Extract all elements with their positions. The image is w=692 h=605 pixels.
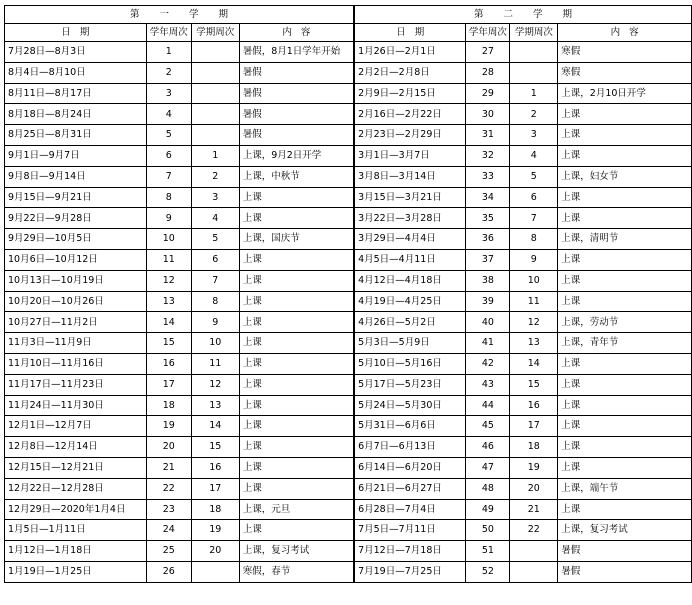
sem1-term-week-cell: 14 <box>191 416 239 437</box>
sem1-term-week-cell: 13 <box>191 395 239 416</box>
sem1-content-cell: 上课 <box>239 353 354 374</box>
sem1-date-cell: 12月8日—12月14日 <box>5 437 147 458</box>
sem2-date-cell: 3月1日—3月7日 <box>354 145 466 166</box>
sem2-term-week-cell: 19 <box>510 457 558 478</box>
sem1-date-cell: 1月19日—1月25日 <box>5 561 147 582</box>
sem2-term-week-cell: 15 <box>510 374 558 395</box>
sem2-date-cell: 3月15日—3月21日 <box>354 187 466 208</box>
sem1-term-week-cell <box>191 561 239 582</box>
sem2-year-week-cell: 52 <box>466 561 510 582</box>
sem2-term-week-cell: 16 <box>510 395 558 416</box>
table-row <box>5 478 692 499</box>
sem2-content-cell: 上课，青年节 <box>558 333 692 354</box>
sem1-year-week-cell: 19 <box>146 416 191 437</box>
sem2-term-week-cell <box>510 561 558 582</box>
sem2-date-cell: 4月5日—4月11日 <box>354 249 466 270</box>
sem1-year-week-cell: 2 <box>146 62 191 83</box>
sem1-term-week-cell: 20 <box>191 541 239 562</box>
sem2-content-cell: 上课 <box>558 104 692 125</box>
sem2-year-week-cell: 48 <box>466 478 510 499</box>
sem1-year-week-cell: 15 <box>146 333 191 354</box>
sem2-year-week-cell: 49 <box>466 499 510 520</box>
sem1-term-week-cell: 10 <box>191 333 239 354</box>
sem2-year-week-cell: 40 <box>466 312 510 333</box>
sem2-content-cell: 上课，清明节 <box>558 229 692 250</box>
sem1-date-cell: 10月13日—10月19日 <box>5 270 147 291</box>
sem1-content-cell: 上课，中秋节 <box>239 166 354 187</box>
sem1-content-cell: 上课 <box>239 208 354 229</box>
sem1-content-cell: 暑假 <box>239 83 354 104</box>
sem2-content-cell: 上课 <box>558 249 692 270</box>
sem2-date-cell: 2月2日—2月8日 <box>354 62 466 83</box>
sem1-date-cell: 11月17日—11月23日 <box>5 374 147 395</box>
table-row <box>5 333 692 354</box>
sem1-content-cell: 上课 <box>239 312 354 333</box>
sem2-term-week-cell: 8 <box>510 229 558 250</box>
sem2-date-cell: 6月7日—6月13日 <box>354 437 466 458</box>
sem2-content-cell: 上课 <box>558 187 692 208</box>
table-row <box>5 125 692 146</box>
sem2-year-week-cell: 47 <box>466 457 510 478</box>
sem1-content-cell: 暑假 <box>239 104 354 125</box>
sem1-date-header: 日期 <box>5 24 147 42</box>
table-row <box>5 62 692 83</box>
sem2-content-cell: 上课 <box>558 208 692 229</box>
sem2-date-cell: 3月22日—3月28日 <box>354 208 466 229</box>
sem1-term-week-cell: 6 <box>191 249 239 270</box>
table-row <box>5 229 692 250</box>
sem1-date-cell: 9月1日—9月7日 <box>5 145 147 166</box>
sem2-year-week-cell: 28 <box>466 62 510 83</box>
sem2-term-week-cell: 14 <box>510 353 558 374</box>
table-row <box>5 395 692 416</box>
sem1-content-cell: 上课 <box>239 270 354 291</box>
table-row <box>5 291 692 312</box>
sem1-year-week-cell: 21 <box>146 457 191 478</box>
sem2-date-cell: 3月8日—3月14日 <box>354 166 466 187</box>
sem1-year-week-cell: 20 <box>146 437 191 458</box>
sem1-date-cell: 12月15日—12月21日 <box>5 457 147 478</box>
sem1-term-week-cell: 16 <box>191 457 239 478</box>
sem1-content-cell: 暑假 <box>239 125 354 146</box>
sem2-year-week-cell: 27 <box>466 42 510 63</box>
sem2-date-cell: 7月12日—7月18日 <box>354 541 466 562</box>
sem2-content-cell: 上课 <box>558 270 692 291</box>
sem2-content-cell: 上课 <box>558 437 692 458</box>
sem2-content-cell: 上课 <box>558 353 692 374</box>
sem2-term-week-cell: 4 <box>510 145 558 166</box>
sem1-content-cell: 上课，国庆节 <box>239 229 354 250</box>
sem1-year-week-cell: 24 <box>146 520 191 541</box>
sem1-content-cell: 上课 <box>239 520 354 541</box>
sem2-date-cell: 5月10日—5月16日 <box>354 353 466 374</box>
sem2-year-week-header: 学年周次 <box>466 24 510 42</box>
table-row <box>5 541 692 562</box>
sem1-term-week-cell: 1 <box>191 145 239 166</box>
sem1-term-week-cell: 2 <box>191 166 239 187</box>
sem2-year-week-cell: 35 <box>466 208 510 229</box>
sem2-content-cell: 上课 <box>558 457 692 478</box>
sem2-year-week-cell: 51 <box>466 541 510 562</box>
sem1-term-week-cell <box>191 104 239 125</box>
sem1-content-cell: 上课 <box>239 374 354 395</box>
sem1-content-cell: 上课 <box>239 478 354 499</box>
sem1-date-cell: 9月15日—9月21日 <box>5 187 147 208</box>
table-row <box>5 145 692 166</box>
sem1-date-cell: 7月28日—8月3日 <box>5 42 147 63</box>
sem2-date-cell: 6月21日—6月27日 <box>354 478 466 499</box>
sem2-date-cell: 5月31日—6月6日 <box>354 416 466 437</box>
sem1-content-cell: 上课，9月2日开学 <box>239 145 354 166</box>
sem2-year-week-cell: 38 <box>466 270 510 291</box>
sem1-year-week-header: 学年周次 <box>146 24 191 42</box>
sem2-content-cell: 暑假 <box>558 541 692 562</box>
sem2-date-cell: 2月16日—2月22日 <box>354 104 466 125</box>
sem1-date-cell: 12月1日—12月7日 <box>5 416 147 437</box>
sem1-year-week-cell: 1 <box>146 42 191 63</box>
sem1-content-cell: 上课，元旦 <box>239 499 354 520</box>
sem2-term-week-cell: 5 <box>510 166 558 187</box>
sem2-year-week-cell: 42 <box>466 353 510 374</box>
sem2-year-week-cell: 39 <box>466 291 510 312</box>
sem2-term-week-cell: 9 <box>510 249 558 270</box>
table-row <box>5 416 692 437</box>
sem1-year-week-cell: 6 <box>146 145 191 166</box>
sem2-date-cell: 5月24日—5月30日 <box>354 395 466 416</box>
semester-title-row <box>5 6 692 24</box>
sem2-term-week-cell: 21 <box>510 499 558 520</box>
sem1-year-week-cell: 18 <box>146 395 191 416</box>
sem2-date-cell: 4月12日—4月18日 <box>354 270 466 291</box>
table-row <box>5 353 692 374</box>
sem2-content-cell: 上课，劳动节 <box>558 312 692 333</box>
sem2-content-cell: 上课，妇女节 <box>558 166 692 187</box>
sem2-content-header: 内容 <box>558 24 692 42</box>
sem2-term-week-cell: 1 <box>510 83 558 104</box>
sem2-date-cell: 7月19日—7月25日 <box>354 561 466 582</box>
sem2-date-cell: 5月3日—5月9日 <box>354 333 466 354</box>
sem2-year-week-cell: 29 <box>466 83 510 104</box>
semester-1-title: 第一学期 <box>5 6 355 24</box>
sem2-year-week-cell: 37 <box>466 249 510 270</box>
table-row <box>5 270 692 291</box>
sem2-content-cell: 上课 <box>558 395 692 416</box>
table-row <box>5 457 692 478</box>
sem2-content-cell: 寒假 <box>558 42 692 63</box>
table-row <box>5 187 692 208</box>
sem2-content-cell: 上课 <box>558 374 692 395</box>
sem2-term-week-cell <box>510 541 558 562</box>
sem2-term-week-cell: 10 <box>510 270 558 291</box>
sem1-year-week-cell: 25 <box>146 541 191 562</box>
sem2-term-week-cell <box>510 62 558 83</box>
sem2-term-week-cell: 13 <box>510 333 558 354</box>
sem2-year-week-cell: 43 <box>466 374 510 395</box>
sem1-year-week-cell: 23 <box>146 499 191 520</box>
table-row <box>5 437 692 458</box>
sem1-year-week-cell: 7 <box>146 166 191 187</box>
sem1-date-cell: 8月18日—8月24日 <box>5 104 147 125</box>
sem2-term-week-cell: 3 <box>510 125 558 146</box>
sem1-term-week-cell: 18 <box>191 499 239 520</box>
sem1-date-cell: 8月25日—8月31日 <box>5 125 147 146</box>
sem2-date-cell: 1月26日—2月1日 <box>354 42 466 63</box>
sem2-content-cell: 上课 <box>558 291 692 312</box>
sem2-content-cell: 上课 <box>558 416 692 437</box>
sem1-content-cell: 上课，复习考试 <box>239 541 354 562</box>
table-row <box>5 208 692 229</box>
sem1-date-cell: 9月8日—9月14日 <box>5 166 147 187</box>
sem2-date-cell: 4月26日—5月2日 <box>354 312 466 333</box>
sem2-date-cell: 2月23日—2月29日 <box>354 125 466 146</box>
sem1-year-week-cell: 10 <box>146 229 191 250</box>
sem1-content-cell: 上课 <box>239 187 354 208</box>
sem2-content-cell: 寒假 <box>558 62 692 83</box>
sem1-date-cell: 10月27日—11月2日 <box>5 312 147 333</box>
sem1-term-week-cell: 11 <box>191 353 239 374</box>
sem2-content-cell: 暑假 <box>558 561 692 582</box>
sem1-date-cell: 12月22日—12月28日 <box>5 478 147 499</box>
sem1-date-cell: 8月4日—8月10日 <box>5 62 147 83</box>
sem1-content-cell: 上课 <box>239 333 354 354</box>
sem1-content-cell: 暑假 <box>239 62 354 83</box>
sem1-content-cell: 寒假，春节 <box>239 561 354 582</box>
sem1-content-cell: 上课 <box>239 395 354 416</box>
sem1-term-week-cell: 7 <box>191 270 239 291</box>
table-row <box>5 374 692 395</box>
sem2-year-week-cell: 50 <box>466 520 510 541</box>
sem2-date-header: 日期 <box>354 24 466 42</box>
sem1-date-cell: 11月10日—11月16日 <box>5 353 147 374</box>
sem2-term-week-cell <box>510 42 558 63</box>
sem1-year-week-cell: 17 <box>146 374 191 395</box>
sem2-date-cell: 6月14日—6月20日 <box>354 457 466 478</box>
table-row <box>5 520 692 541</box>
sem2-date-cell: 7月5日—7月11日 <box>354 520 466 541</box>
table-row <box>5 312 692 333</box>
sem1-year-week-cell: 9 <box>146 208 191 229</box>
table-row <box>5 249 692 270</box>
sem1-content-cell: 上课 <box>239 291 354 312</box>
sem2-term-week-cell: 2 <box>510 104 558 125</box>
sem1-year-week-cell: 5 <box>146 125 191 146</box>
school-calendar-table <box>4 5 692 583</box>
column-header-row <box>5 24 692 42</box>
sem2-term-week-cell: 18 <box>510 437 558 458</box>
sem1-content-cell: 上课 <box>239 457 354 478</box>
sem1-year-week-cell: 3 <box>146 83 191 104</box>
sem2-year-week-cell: 30 <box>466 104 510 125</box>
sem2-year-week-cell: 44 <box>466 395 510 416</box>
sem1-term-week-cell: 8 <box>191 291 239 312</box>
sem1-term-week-cell: 5 <box>191 229 239 250</box>
sem2-term-week-cell: 20 <box>510 478 558 499</box>
sem1-term-week-cell <box>191 83 239 104</box>
table-row <box>5 499 692 520</box>
sem1-term-week-cell <box>191 42 239 63</box>
sem1-term-week-cell: 17 <box>191 478 239 499</box>
sem1-year-week-cell: 8 <box>146 187 191 208</box>
sem1-term-week-cell <box>191 125 239 146</box>
sem2-content-cell: 上课，复习考试 <box>558 520 692 541</box>
sem2-date-cell: 2月9日—2月15日 <box>354 83 466 104</box>
sem2-content-cell: 上课，端午节 <box>558 478 692 499</box>
sem1-term-week-cell: 4 <box>191 208 239 229</box>
sem1-content-cell: 上课 <box>239 416 354 437</box>
sem1-year-week-cell: 16 <box>146 353 191 374</box>
sem1-year-week-cell: 12 <box>146 270 191 291</box>
sem1-year-week-cell: 22 <box>146 478 191 499</box>
sem1-term-week-header: 学期周次 <box>191 24 239 42</box>
sem1-year-week-cell: 11 <box>146 249 191 270</box>
sem1-term-week-cell: 9 <box>191 312 239 333</box>
sem1-date-cell: 11月24日—11月30日 <box>5 395 147 416</box>
sem2-year-week-cell: 46 <box>466 437 510 458</box>
sem2-term-week-header: 学期周次 <box>510 24 558 42</box>
sem2-year-week-cell: 31 <box>466 125 510 146</box>
sem1-date-cell: 9月29日—10月5日 <box>5 229 147 250</box>
sem2-year-week-cell: 34 <box>466 187 510 208</box>
sem2-term-week-cell: 7 <box>510 208 558 229</box>
sem1-term-week-cell: 15 <box>191 437 239 458</box>
sem2-year-week-cell: 32 <box>466 145 510 166</box>
sem2-content-cell: 上课 <box>558 499 692 520</box>
sem1-year-week-cell: 13 <box>146 291 191 312</box>
sem2-year-week-cell: 33 <box>466 166 510 187</box>
sem1-year-week-cell: 14 <box>146 312 191 333</box>
sem1-term-week-cell <box>191 62 239 83</box>
sem2-term-week-cell: 6 <box>510 187 558 208</box>
sem1-content-cell: 暑假，8月1日学年开始 <box>239 42 354 63</box>
sem1-content-cell: 上课 <box>239 249 354 270</box>
sem1-content-cell: 上课 <box>239 437 354 458</box>
sem1-term-week-cell: 12 <box>191 374 239 395</box>
sem1-date-cell: 1月12日—1月18日 <box>5 541 147 562</box>
sem1-date-cell: 1月5日—1月11日 <box>5 520 147 541</box>
sem1-year-week-cell: 4 <box>146 104 191 125</box>
sem2-year-week-cell: 36 <box>466 229 510 250</box>
sem1-date-cell: 9月22日—9月28日 <box>5 208 147 229</box>
sem2-term-week-cell: 22 <box>510 520 558 541</box>
sem1-date-cell: 8月11日—8月17日 <box>5 83 147 104</box>
sem1-date-cell: 10月6日—10月12日 <box>5 249 147 270</box>
table-row <box>5 166 692 187</box>
sem1-date-cell: 10月20日—10月26日 <box>5 291 147 312</box>
table-row <box>5 104 692 125</box>
sem1-term-week-cell: 19 <box>191 520 239 541</box>
sem2-term-week-cell: 12 <box>510 312 558 333</box>
sem2-date-cell: 6月28日—7月4日 <box>354 499 466 520</box>
sem2-content-cell: 上课 <box>558 125 692 146</box>
sem1-date-cell: 11月3日—11月9日 <box>5 333 147 354</box>
sem2-date-cell: 5月17日—5月23日 <box>354 374 466 395</box>
calendar-body <box>5 42 692 583</box>
sem2-term-week-cell: 17 <box>510 416 558 437</box>
sem1-content-header: 内容 <box>239 24 354 42</box>
sem1-year-week-cell: 26 <box>146 561 191 582</box>
sem2-term-week-cell: 11 <box>510 291 558 312</box>
sem2-date-cell: 4月19日—4月25日 <box>354 291 466 312</box>
table-row <box>5 42 692 63</box>
table-row <box>5 561 692 582</box>
sem2-date-cell: 3月29日—4月4日 <box>354 229 466 250</box>
semester-2-title: 第二学期 <box>354 6 691 24</box>
sem2-year-week-cell: 41 <box>466 333 510 354</box>
sem1-date-cell: 12月29日—2020年1月4日 <box>5 499 147 520</box>
sem1-term-week-cell: 3 <box>191 187 239 208</box>
table-row <box>5 83 692 104</box>
sem2-content-cell: 上课 <box>558 145 692 166</box>
sem2-content-cell: 上课，2月10日开学 <box>558 83 692 104</box>
sem2-year-week-cell: 45 <box>466 416 510 437</box>
